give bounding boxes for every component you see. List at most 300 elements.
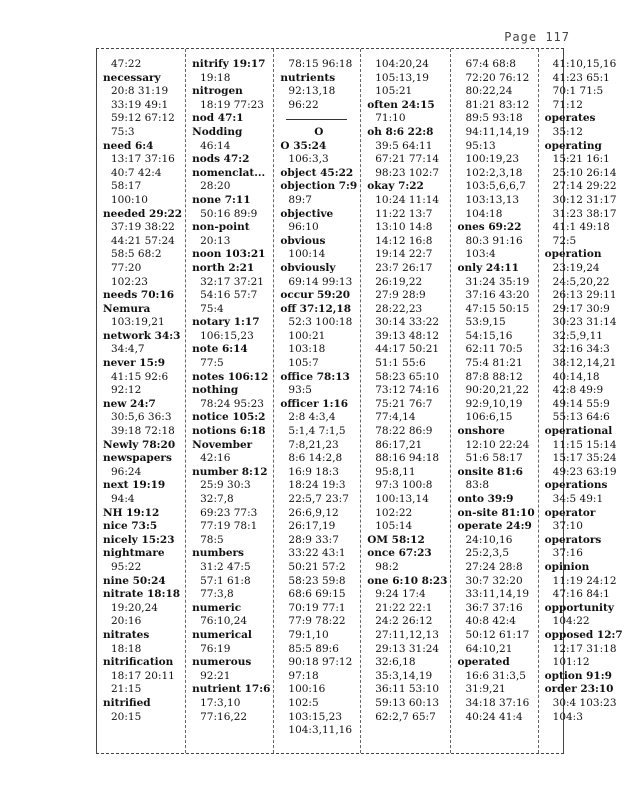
index-term: officer 1:16 [280, 397, 349, 410]
index-term: often 24:15 [367, 98, 435, 111]
index-term: off 37:12,18 [280, 302, 352, 315]
index-page-refs: 80:3 91:16 [465, 234, 523, 247]
index-term: nitrification [103, 656, 174, 669]
index-page-refs: 59:13 60:13 [375, 696, 440, 709]
index-term: nitrates [103, 628, 150, 641]
index-term: nitrified [103, 696, 151, 709]
index-term: nicely 15:23 [103, 533, 175, 546]
index-term: nitrate 18:18 [103, 588, 181, 601]
index-page-refs: 103:4 [465, 248, 496, 261]
index-page-refs: 104:18 [465, 207, 503, 220]
index-page-refs: 79:1,10 [288, 628, 329, 641]
index-page-refs: 98:23 102:7 [375, 166, 440, 179]
index-page-refs: 27:24 28:8 [465, 560, 523, 573]
index-page-refs: 47:16 84:1 [552, 588, 610, 601]
index-page-refs: 38:12,14,21 [552, 357, 617, 370]
index-page-refs: 18:19 77:23 [200, 98, 264, 111]
index-term: obviously [280, 261, 336, 274]
index-page-refs: 15:21 16:1 [552, 153, 610, 166]
index-page-refs: 101:12 [552, 656, 590, 669]
index-term: needed 29:22 [103, 207, 183, 220]
index-page-refs: 103:13,13 [465, 193, 520, 206]
index-page-refs: 89:5 93:18 [465, 112, 523, 125]
index-term: option 91:9 [544, 669, 612, 682]
index-page-refs: 20:13 [200, 234, 231, 247]
index-term: nine 50:24 [103, 574, 166, 587]
index-term: occur 59:20 [280, 289, 351, 302]
index-term: one 6:10 8:23 [367, 574, 448, 587]
index-term: nitrify 19:17 [192, 58, 266, 70]
index-term: operations [544, 479, 608, 492]
index-page-refs: 62:2,7 65:7 [375, 710, 436, 723]
index-term: operated [457, 656, 510, 669]
index-page-refs: 96:10 [288, 221, 319, 234]
index-page-refs: 51:6 58:17 [465, 452, 523, 465]
index-page-refs: 83:8 [465, 479, 490, 492]
index-term: order 23:10 [544, 683, 614, 696]
index-page-refs: 47:22 [111, 58, 142, 70]
index-term: opportunity [544, 601, 614, 614]
index-page-refs: 18:17 20:11 [111, 669, 175, 682]
index-term: nutrient 17:6 [192, 683, 271, 696]
index-term: nomenclat... [192, 166, 266, 179]
index-page-refs: 51:1 55:6 [375, 357, 426, 370]
index-page-refs: 40:7 42:4 [111, 166, 162, 179]
index-term: nitrogen [192, 85, 243, 98]
index-term: November [192, 438, 253, 451]
index-column-4 [361, 49, 451, 753]
index-page-refs: 81:21 83:12 [465, 98, 530, 111]
index-page-refs: 24:10,16 [465, 533, 513, 546]
index-page-refs: 23:7 26:17 [375, 261, 433, 274]
index-page-refs: 30:14 33:22 [375, 316, 440, 329]
index-page-refs: 40:14,18 [552, 370, 600, 383]
index-page-refs: 20:16 [111, 615, 142, 628]
index-page-refs: 29:17 30:9 [552, 302, 610, 315]
index-page-refs: 22:5,7 23:7 [288, 493, 349, 505]
index-page-refs: 28:20 [200, 180, 231, 193]
index-page-refs: 77:20 [111, 261, 142, 274]
index-page-refs: 39:18 72:18 [111, 425, 175, 438]
index-page-refs: 62:11 70:5 [465, 343, 523, 356]
index-page-refs: 49:23 63:19 [552, 465, 617, 478]
index-page-refs: 77:16,22 [200, 710, 248, 723]
index-page-refs: 100:16 [288, 683, 326, 696]
index-page-refs: 29:13 31:24 [375, 642, 440, 655]
index-term: once 67:23 [367, 547, 432, 560]
index-page-refs: 28:9 33:7 [288, 533, 339, 546]
index-term: operators [544, 533, 602, 546]
index-term: nutrients [280, 71, 336, 84]
index-term: none 7:11 [192, 193, 251, 206]
index-page-refs: 85:5 89:6 [288, 642, 339, 655]
index-page-refs: 5:1,4 7:1,5 [288, 425, 346, 438]
index-term: operation [544, 248, 602, 261]
index-term: objective [280, 207, 334, 220]
index-page-refs: 12:10 22:24 [465, 438, 530, 451]
index-page-refs: 41:10,15,16 [552, 58, 617, 70]
section-letter-heading: O [314, 125, 324, 138]
index-page-refs: 106:15,23 [200, 329, 254, 342]
index-term: Nodding [192, 125, 243, 138]
index-page-refs: 72:20 76:12 [465, 71, 530, 84]
index-term: never 15:9 [103, 357, 166, 370]
index-page-refs: 92:9,10,19 [465, 397, 523, 410]
page-number: Page 117 [504, 30, 570, 44]
index-page-refs: 30:23 31:14 [552, 316, 617, 329]
index-page-refs: 24:2 26:12 [375, 615, 433, 628]
index-page-refs: 73:12 74:16 [375, 384, 440, 397]
index-page-refs: 105:21 [375, 85, 413, 98]
index-page-refs: 103:18 [288, 343, 326, 356]
index-page-refs: 42:16 [200, 452, 231, 465]
index-page-refs: 16:9 18:3 [288, 465, 339, 478]
index-term: network 34:3 [103, 329, 181, 342]
index-page-refs: 100:13,14 [375, 493, 429, 505]
index-page-refs: 13:17 37:16 [111, 153, 175, 166]
index-page-refs: 58:23 65:10 [375, 370, 440, 383]
index-page-refs: 18:24 19:3 [288, 479, 346, 492]
index-page-refs: 75:4 81:21 [465, 357, 523, 370]
index-page-refs: 34:18 37:16 [465, 696, 530, 709]
index-page-refs: 90:18 97:12 [288, 656, 353, 669]
index-page-refs: 59:12 67:12 [111, 112, 175, 125]
index-page-refs: 77:9 78:22 [288, 615, 346, 628]
index-term: OM 58:12 [367, 533, 425, 546]
index-page-refs: 41:23 65:1 [552, 71, 610, 84]
index-page-refs: 26:17,19 [288, 520, 336, 533]
index-column-5 [451, 49, 538, 753]
index-term: non-point [192, 221, 250, 234]
index-page-refs: 92:12 [111, 384, 142, 397]
index-page-refs: 94:4 [111, 493, 135, 505]
index-term: on-site 81:10 [457, 506, 535, 519]
index-page-refs: 27:14 29:22 [552, 180, 617, 193]
index-page-refs: 67:21 77:14 [375, 153, 440, 166]
index-page-refs: 20:15 [111, 710, 142, 723]
index-page-refs: 77:3,8 [200, 588, 234, 601]
index-term: onshore [457, 425, 505, 438]
index-term: Nemura [103, 302, 151, 315]
index-term: needs 70:16 [103, 289, 175, 302]
index-term: operating [544, 139, 602, 152]
index-page-refs: 39:13 48:12 [375, 329, 440, 342]
index-page-refs: 23:19,24 [552, 261, 600, 274]
index-page-refs: 31:24 35:19 [465, 275, 530, 288]
index-page-refs: 44:21 57:24 [111, 234, 175, 247]
index-page-refs: 26:19,22 [375, 275, 423, 288]
index-page-refs: 78:5 [200, 533, 224, 546]
index-term: object 45:22 [280, 166, 354, 179]
index-term: notions 6:18 [192, 425, 266, 438]
index-page-refs: 64:10,21 [465, 642, 513, 655]
index-term: next 19:19 [103, 479, 166, 492]
index-page-refs: 28:22,23 [375, 302, 423, 315]
index-term: opinion [544, 560, 590, 573]
index-page-refs: 103:5,6,6,7 [465, 180, 526, 193]
index-page-refs: 7:8,21,23 [288, 438, 339, 451]
index-page-refs: 104:22 [552, 615, 590, 628]
index-page-refs: 41:15 92:6 [111, 370, 169, 383]
index-term: nod 47:1 [192, 112, 244, 125]
index-page-refs: 15:17 35:24 [552, 452, 617, 465]
index-page-refs: 40:8 42:4 [465, 615, 516, 628]
index-page-refs: 25:10 26:14 [552, 166, 617, 179]
index-page-refs: 26:13 29:11 [552, 289, 617, 302]
index-page-refs: 69:23 77:3 [200, 506, 258, 519]
index-term: only 24:11 [457, 261, 519, 274]
index-page-refs: 19:14 22:7 [375, 248, 433, 261]
index-page-refs: 37:16 43:20 [465, 289, 530, 302]
index-page-refs: 87:8 88:12 [465, 370, 523, 383]
index-term: office 78:13 [280, 370, 350, 383]
index-term: Newly 78:20 [103, 438, 176, 451]
index-term: nice 73:5 [103, 520, 158, 533]
index-term: notice 105:2 [192, 411, 266, 424]
index-page-refs: 37:10 [552, 520, 583, 533]
index-page-refs: 67:4 68:8 [465, 58, 516, 70]
index-page-refs: 34:4,7 [111, 343, 145, 356]
index-page-refs: 104:20,24 [375, 58, 429, 70]
index-page-refs: 93:5 [288, 384, 312, 397]
section-divider [280, 112, 357, 126]
index-page-refs: 76:19 [200, 642, 231, 655]
index-page-refs: 33:19 49:1 [111, 98, 169, 111]
index-page-refs: 32:5,9,11 [552, 329, 603, 342]
index-page-refs: 58:17 [111, 180, 142, 193]
index-page-refs: 104:3 [552, 710, 583, 723]
index-page-refs: 33:11,14,19 [465, 588, 530, 601]
index-term: numeric [192, 601, 242, 614]
index-column-3 [274, 49, 361, 753]
index-page-refs: 70:1 71:5 [552, 85, 604, 98]
index-term: oh 8:6 22:8 [367, 125, 434, 138]
index-page-refs: 68:6 69:15 [288, 588, 346, 601]
index-page-refs: 77:19 78:1 [200, 520, 258, 533]
index-page-refs: 32:7,8 [200, 493, 234, 505]
index-term: numerous [192, 656, 252, 669]
index-page-refs: 54:15,16 [465, 329, 513, 342]
index-term: necessary [103, 71, 161, 84]
index-term: opposed 12:7 [544, 628, 623, 641]
index-page-refs: 54:16 57:7 [200, 289, 258, 302]
index-page-refs: 19:20,24 [111, 601, 158, 614]
index-page-refs: 42:8 49:9 [552, 384, 604, 397]
index-page-refs: 41:1 49:18 [552, 221, 610, 234]
index-page-refs: 24:5,20,22 [552, 275, 610, 288]
index-page-refs: 55:13 64:6 [552, 411, 610, 424]
index-term: noon 103:21 [192, 248, 266, 261]
index-page-refs: 19:18 [200, 71, 231, 84]
index-page-refs: 102:23 [111, 275, 148, 288]
index-page-refs: 100:19,23 [465, 153, 520, 166]
index-page-refs: 102:2,3,18 [465, 166, 523, 179]
index-page-refs: 17:3,10 [200, 696, 241, 709]
index-page-refs: 2:8 4:3,4 [288, 411, 336, 424]
index-page-refs: 34:5 49:1 [552, 493, 604, 505]
index-page-refs: 32:16 34:3 [552, 343, 610, 356]
index-term: nightmare [103, 547, 165, 560]
index-term: obvious [280, 234, 326, 247]
index-page-refs: 103:19,21 [111, 316, 165, 329]
index-page-refs: 97:3 100:8 [375, 479, 433, 492]
index-page-refs: 75:4 [200, 302, 224, 315]
index-page-refs: 105:13,19 [375, 71, 429, 84]
index-page-refs: 31:9,21 [465, 683, 506, 696]
index-page-refs: 35:12 [552, 125, 583, 138]
index-page-refs: 96:24 [111, 465, 142, 478]
index-page-refs: 53:9,15 [465, 316, 506, 329]
index-page-refs: 105:7 [288, 357, 319, 370]
index-term: number 8:12 [192, 465, 268, 478]
index-page-refs: 11:22 13:7 [375, 207, 433, 220]
index-page-refs: 30:7 32:20 [465, 574, 523, 587]
index-page-refs: 78:24 95:23 [200, 397, 264, 410]
index-term: notes 106:12 [192, 370, 269, 383]
index-term: onsite 81:6 [457, 465, 523, 478]
index-page-refs: 30:4 103:23 [552, 696, 617, 709]
index-page-refs: 105:14 [375, 520, 413, 533]
index-page-refs: 89:7 [288, 193, 312, 206]
index-page-refs: 32:17 37:21 [200, 275, 264, 288]
index-page-refs: 76:10,24 [200, 615, 248, 628]
index-page-refs: 100:14 [288, 248, 326, 261]
index-term: NH 19:12 [103, 506, 160, 519]
index-term: onto 39:9 [457, 493, 514, 505]
index-page-refs: 37:19 38:22 [111, 221, 175, 234]
index-page-refs: 71:12 [552, 98, 583, 111]
index-term: operator [544, 506, 596, 519]
index-page-refs: 95:8,11 [375, 465, 416, 478]
index-page-refs: 95:13 [465, 139, 496, 152]
index-column-6 [539, 49, 626, 753]
index-page-refs: 50:21 57:2 [288, 560, 346, 573]
index-page-refs: 27:9 28:9 [375, 289, 426, 302]
index-page-refs: 104:3,11,16 [288, 724, 353, 737]
index-page-refs: 11:19 24:12 [552, 574, 617, 587]
index-page-refs: 86:17,21 [375, 438, 423, 451]
index-page-refs: 32:6,18 [375, 656, 416, 669]
index-term: operational [544, 425, 613, 438]
index-term: need 6:4 [103, 139, 154, 152]
index-page-refs: 100:21 [288, 329, 326, 342]
index-page-refs: 25:9 30:3 [200, 479, 251, 492]
index-page-refs: 75:3 [111, 125, 135, 138]
index-page-refs: 96:22 [288, 98, 319, 111]
index-page-refs: 88:16 94:18 [375, 452, 440, 465]
index-term: numbers [192, 547, 244, 560]
index-page-refs: 49:14 55:9 [552, 397, 610, 410]
index-term: new 24:7 [103, 397, 156, 410]
index-page-refs: 44:17 50:21 [375, 343, 440, 356]
index-page-refs: 36:11 53:10 [375, 683, 440, 696]
word-index-table [96, 48, 623, 754]
index-page-refs: 33:22 43:1 [288, 547, 346, 560]
index-page-refs: 100:10 [111, 193, 148, 206]
index-page-refs: 72:5 [552, 234, 577, 247]
index-page-refs: 9:24 17:4 [375, 588, 426, 601]
index-term: nothing [192, 384, 239, 397]
index-page-refs: 26:6,9,12 [288, 506, 339, 519]
index-page-refs: 10:24 11:14 [375, 193, 440, 206]
index-page-refs: 92:21 [200, 669, 231, 682]
index-page-refs: 94:11,14,19 [465, 125, 530, 138]
index-page-refs: 52:3 100:18 [288, 316, 353, 329]
index-page-refs: 80:22,24 [465, 85, 513, 98]
index-page-refs: 12:17 31:18 [552, 642, 617, 655]
index-term: operates [544, 112, 596, 125]
index-column-1 [97, 49, 186, 753]
index-page-refs: 97:18 [288, 669, 319, 682]
index-page-refs: 78:15 96:18 [288, 58, 353, 70]
index-page-refs: 106:3,3 [288, 153, 329, 166]
index-column-2 [186, 49, 274, 753]
index-page-refs: 16:6 31:3,5 [465, 669, 526, 682]
index-page-refs: 90:20,21,22 [465, 384, 530, 397]
index-page-refs: 21:15 [111, 683, 142, 696]
index-term: notary 1:17 [192, 316, 260, 329]
index-page-refs: 21:22 22:1 [375, 601, 433, 614]
index-page-refs: 70:19 77:1 [288, 601, 346, 614]
index-page-refs: 35:3,14,19 [375, 669, 433, 682]
index-term: north 2:21 [192, 261, 255, 274]
index-page-refs: 37:16 [552, 547, 583, 560]
index-page-refs: 40:24 41:4 [465, 710, 523, 723]
index-term: O 35:24 [280, 139, 327, 152]
index-page-refs: 39:5 64:11 [375, 139, 433, 152]
index-page-refs: 102:22 [375, 506, 413, 519]
index-page-refs: 30:5,6 36:3 [111, 411, 172, 424]
index-page-refs: 27:11,12,13 [375, 628, 439, 641]
index-page-refs: 50:16 89:9 [200, 207, 258, 220]
index-term: newspapers [103, 452, 172, 465]
index-term: ones 69:22 [457, 221, 522, 234]
index-page-refs: 57:1 61:8 [200, 574, 251, 587]
index-page-refs: 103:15,23 [288, 710, 343, 723]
index-page-refs: 92:13,18 [288, 85, 336, 98]
index-page-refs: 75:21 76:7 [375, 397, 433, 410]
index-page-refs: 18:18 [111, 642, 142, 655]
index-page-refs: 106:6,15 [465, 411, 513, 424]
index-term: nods 47:2 [192, 153, 250, 166]
index-page-refs: 50:12 61:17 [465, 628, 530, 641]
index-term: objection 7:9 [280, 180, 358, 193]
index-page-refs: 69:14 99:13 [288, 275, 353, 288]
index-page-refs: 31:23 38:17 [552, 207, 617, 220]
index-term: note 6:14 [192, 343, 248, 356]
index-page-refs: 46:14 [200, 139, 231, 152]
index-page-refs: 11:15 15:14 [552, 438, 617, 451]
index-page-refs: 71:10 [375, 112, 406, 125]
index-page-refs: 95:22 [111, 560, 142, 573]
index-page-refs: 78:22 86:9 [375, 425, 433, 438]
index-page-refs: 77:5 [200, 357, 224, 370]
index-term: operate 24:9 [457, 520, 532, 533]
index-page-refs: 36:7 37:16 [465, 601, 523, 614]
index-page-refs: 30:12 31:17 [552, 193, 617, 206]
index-page-refs: 8:6 14:2,8 [288, 452, 343, 465]
index-page-refs: 31:2 47:5 [200, 560, 251, 573]
index-page-refs: 25:2,3,5 [465, 547, 510, 560]
index-page-refs: 77:4,14 [375, 411, 416, 424]
index-page-refs: 58:5 68:2 [111, 248, 162, 261]
index-page-refs: 20:8 31:19 [111, 85, 169, 98]
index-page-refs: 47:15 50:15 [465, 302, 530, 315]
index-term: okay 7:22 [367, 180, 424, 193]
index-term: numerical [192, 628, 252, 641]
index-page-refs: 98:2 [375, 560, 399, 573]
index-page-refs: 13:10 14:8 [375, 221, 433, 234]
